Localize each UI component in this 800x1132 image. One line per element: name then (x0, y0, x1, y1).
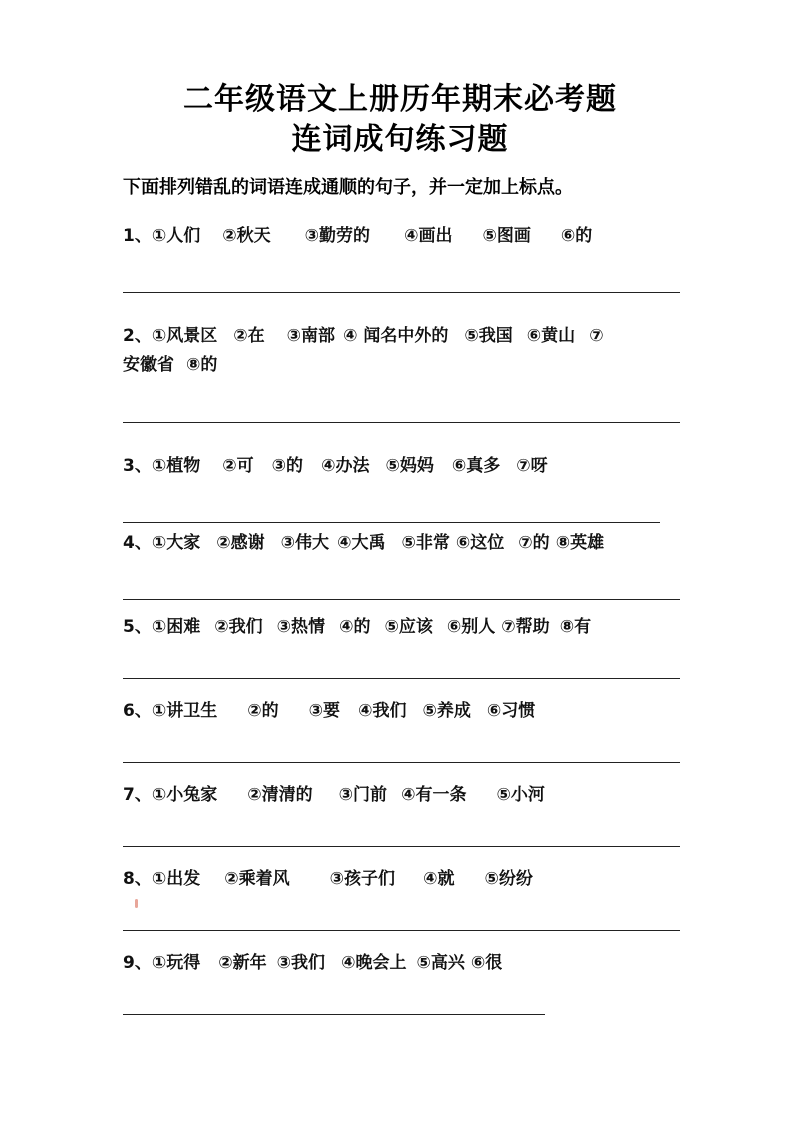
word-option: ⑦的 (518, 533, 550, 553)
word-option: ②秋天 (222, 226, 271, 246)
answer-line (123, 762, 680, 763)
word-option: 安徽省 (123, 355, 174, 375)
word-option: ⑤应该 (384, 617, 433, 637)
word-option: ③热情 (276, 617, 326, 637)
word-option: ④晚会上 (341, 953, 407, 973)
word-option: ⑥这位 (455, 533, 505, 553)
question-6 (123, 697, 685, 726)
question-8 (123, 865, 685, 894)
word-option: ⑤养成 (422, 701, 471, 721)
word-option: ⑥黄山 (526, 326, 576, 346)
word-option: ②乘着风 (224, 869, 290, 889)
question-number: 2、 (123, 326, 152, 346)
word-option: ⑦呀 (516, 456, 548, 476)
scan-speck (135, 899, 138, 908)
word-option: ③孩子们 (329, 869, 396, 889)
word-option: ③的 (271, 456, 304, 476)
word-option: ⑥别人 (446, 617, 496, 637)
word-option: ⑦ (589, 326, 604, 346)
word-option: ④ 闻名中外的 (343, 326, 449, 346)
question-number: 3、 (123, 456, 152, 476)
word-option: ⑧英雄 (555, 533, 605, 553)
word-option: ②的 (247, 701, 279, 721)
word-option: ②可 (222, 456, 254, 476)
word-option: ①风景区 (151, 326, 218, 346)
word-option: ①玩得 (151, 953, 201, 973)
word-option: ③伟大 (280, 533, 330, 553)
answer-line (123, 522, 660, 523)
question-number: 5、 (123, 617, 152, 637)
word-option: ③门前 (338, 785, 388, 805)
word-option: ⑧的 (186, 355, 218, 375)
word-option: ②新年 (218, 953, 267, 973)
question-9 (123, 949, 685, 978)
question-7 (123, 781, 685, 810)
word-option: ④我们 (358, 701, 407, 721)
word-option: ②在 (233, 326, 265, 346)
word-option: ①植物 (151, 456, 201, 476)
word-option: ③我们 (276, 953, 326, 973)
word-option: ⑤高兴 (416, 953, 465, 973)
word-option: ⑥的 (560, 226, 593, 246)
word-option: ③南部 (286, 326, 336, 346)
word-option: ⑥很 (470, 953, 503, 973)
word-option: ④就 (423, 869, 455, 889)
word-option: ③要 (308, 701, 341, 721)
word-option: ④办法 (321, 456, 370, 476)
question-5 (123, 613, 693, 642)
question-4 (123, 529, 693, 558)
answer-line (123, 846, 680, 847)
word-option: ⑤非常 (401, 533, 450, 553)
word-option: ⑦帮助 (501, 617, 550, 637)
question-1 (123, 222, 685, 251)
word-option: ①出发 (151, 869, 201, 889)
word-option: ②感谢 (216, 533, 265, 553)
word-option: ⑥习惯 (486, 701, 536, 721)
word-option: ④有一条 (401, 785, 467, 805)
answer-line (123, 678, 680, 679)
word-option: ⑧有 (559, 617, 592, 637)
word-option: ④大禹 (337, 533, 386, 553)
word-option: ⑥真多 (451, 456, 501, 476)
question-number: 9、 (123, 953, 152, 973)
word-option: ④画出 (404, 226, 453, 246)
word-option: ③勤劳的 (304, 226, 371, 246)
question-number: 6、 (123, 701, 152, 721)
word-option: ⑤图画 (482, 226, 531, 246)
question-3 (123, 452, 685, 481)
word-option: ①小兔家 (151, 785, 218, 805)
word-option: ②清清的 (247, 785, 313, 805)
answer-line (123, 599, 680, 600)
word-option: ④的 (339, 617, 371, 637)
answer-line (123, 422, 680, 423)
question-number: 1、 (123, 226, 152, 246)
answer-line (123, 930, 680, 931)
instruction-text: 下面排列错乱的词语连成通顺的句子，并一定加上标点。 (123, 177, 573, 198)
word-option: ①人们 (151, 226, 201, 246)
word-option: ⑤小河 (496, 785, 545, 805)
page-title: 二年级语文上册历年期末必考题 (183, 82, 617, 117)
word-option: ⑤我国 (464, 326, 513, 346)
word-option: ②我们 (214, 617, 263, 637)
word-option: ①讲卫生 (151, 701, 218, 721)
question-number: 7、 (123, 785, 152, 805)
word-option: ①大家 (151, 533, 201, 553)
answer-line (123, 1014, 545, 1015)
word-option: ⑤妈妈 (385, 456, 434, 476)
word-option: ①困难 (151, 617, 201, 637)
question-number: 4、 (123, 533, 152, 553)
page-subtitle: 连词成句练习题 (291, 122, 509, 157)
question-number: 8、 (123, 869, 152, 889)
question-2 (123, 322, 685, 380)
answer-line (123, 292, 680, 293)
word-option: ⑤纷纷 (484, 869, 533, 889)
